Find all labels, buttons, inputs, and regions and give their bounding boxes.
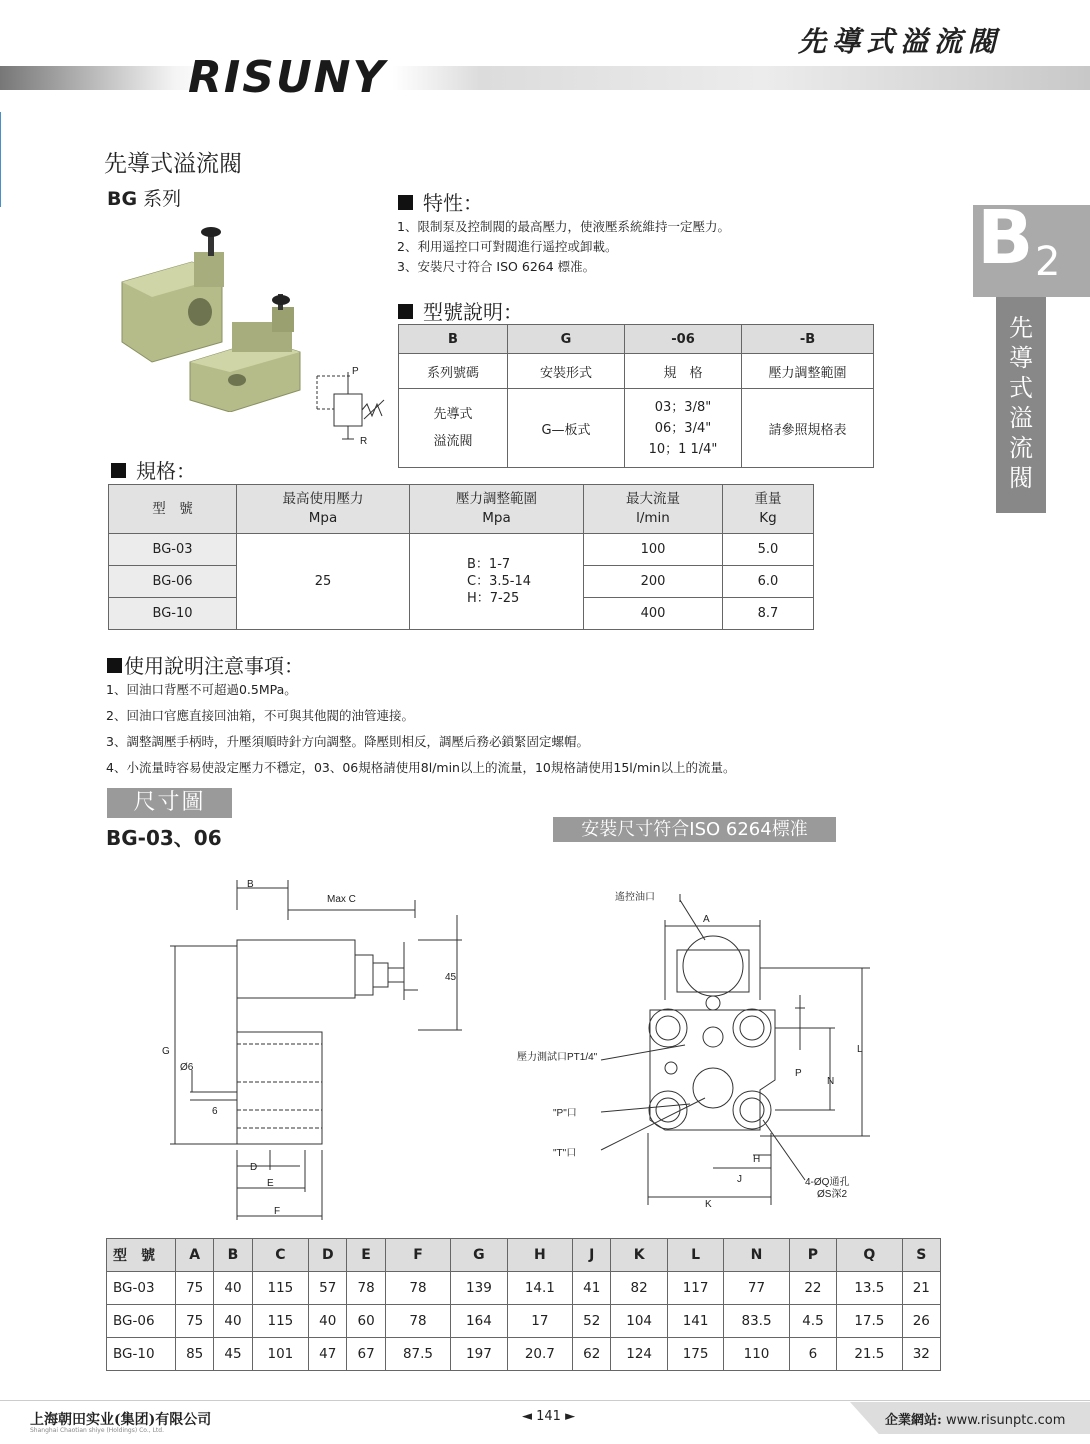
dim-value: 62 [573,1338,611,1371]
code-name: 安裝形式 [508,354,625,389]
dim-label-b: B [247,879,254,890]
dim-value: 21.5 [837,1338,902,1371]
dim-value: 175 [667,1338,723,1371]
code-cell: G [508,325,625,354]
notes-heading [107,650,304,679]
dimension-subtitle: BG-03、06 [106,826,222,850]
dim-value: 117 [667,1272,723,1305]
spec-header: 壓力調整範圍 Mpa [410,485,584,534]
dim-value: 78 [385,1305,450,1338]
spec-table [108,484,814,630]
dim-value: 40 [214,1305,252,1338]
site-label: 企業網站: [885,1413,942,1428]
side-view-drawing [140,870,480,1230]
note-item: 2、回油口官應直接回油箱，不可與其他閥的油管連接。 [106,708,414,723]
dim-col-header: F [385,1239,450,1272]
dim-col-header: Q [837,1239,902,1272]
note-item: 1、回油口背壓不可超過0.5MPa。 [106,682,297,697]
spec-flow: 100 [584,534,723,566]
section-number: 2 [1035,239,1061,285]
brand-logo: RISUNY [188,52,387,103]
dim-label-f: F [274,1206,281,1217]
heading-bullet [398,195,413,210]
code-cell: -B [742,325,874,354]
dim-value: 75 [176,1305,214,1338]
dim-label-maxc: Max C [327,894,356,905]
dim-model: BG-03 [107,1272,176,1305]
dim-value: 87.5 [385,1338,450,1371]
section-letter: B [977,195,1034,281]
site-url[interactable]: www.risunptc.com [945,1413,1066,1428]
dim-value: 14.1 [507,1272,572,1305]
dim-col-header: C [252,1239,308,1272]
features-heading [398,187,483,216]
page-title: 先導式溢流閥 [104,151,242,177]
dimension-table [106,1238,941,1371]
footer-company-en: Shanghai Chaotian shiye (Holdings) Co., Ltd. [30,1427,164,1434]
dim-value: 4.5 [789,1305,836,1338]
footer-rule [0,1400,1090,1401]
dim-value: 41 [573,1272,611,1305]
dim-value: 115 [252,1305,308,1338]
spec-flow: 400 [584,598,723,630]
dim-value: 26 [902,1305,940,1338]
dim-model: BG-06 [107,1305,176,1338]
dim-col-header: L [667,1239,723,1272]
dim-value: 85 [176,1338,214,1371]
iso-note: 安裝尺寸符合ISO 6264標准 [553,817,836,842]
pressure-ref-cell: 請參照規格表 [742,389,874,468]
valve-type-line: 溢流閥 [433,434,473,449]
dimension-tab: 尺寸圖 [107,788,232,818]
dim-label-l: L [857,1044,863,1055]
spec-flow: 200 [584,566,723,598]
spec-header: 最高使用壓力 Mpa [237,485,410,534]
dim-value: 13.5 [837,1272,902,1305]
dim-value: 45 [214,1338,252,1371]
code-name: 壓力調整範圍 [742,354,874,389]
feature-item: 2、利用遥控口可對閥進行遥控或卸載。 [397,239,618,254]
dim-value: 141 [667,1305,723,1338]
dim-value: 164 [451,1305,507,1338]
note-item: 4、小流量時容易使設定壓力不穩定，03、06規格請使用8l/min以上的流量，10規格請使用15l/min以上的流量。 [106,760,736,775]
dim-col-header: 型 號 [107,1239,176,1272]
page-number: ◄ 141 ► [522,1409,576,1424]
dim-value: 17 [507,1305,572,1338]
dim-label-45: 45 [445,972,457,983]
dim-value: 60 [347,1305,385,1338]
dim-label-p: P [795,1068,802,1079]
specs-heading [111,455,196,484]
dim-col-header: D [309,1239,347,1272]
model-heading [398,296,523,325]
features-list [397,217,730,277]
dim-label-g: G [162,1046,170,1057]
dim-col-header: K [611,1239,667,1272]
size-cell [625,389,742,468]
dim-value: 20.7 [507,1338,572,1371]
vertical-char: 流 [1009,434,1033,462]
mounting-view-drawing [505,880,885,1220]
heading-bullet [398,304,413,319]
dim-value: 75 [176,1272,214,1305]
dim-label-d: D [250,1162,258,1173]
spec-weight: 5.0 [723,534,814,566]
size-item: 06；3/4" [654,420,712,436]
section-tab [973,195,1090,297]
spec-model: BG-10 [109,598,237,630]
dim-label-6: 6 [212,1106,218,1117]
vertical-char: 導 [1009,344,1033,372]
series-code: BG [107,188,138,210]
label-gauge-port: 壓力測試口PT1/4" [517,1052,598,1063]
spec-weight: 8.7 [723,598,814,630]
dim-value: 104 [611,1305,667,1338]
dim-col-header: H [507,1239,572,1272]
dim-col-header: E [347,1239,385,1272]
footer-company: 上海朝田实业(集团)有限公司 [30,1412,212,1428]
dim-col-header: P [789,1239,836,1272]
label-t-port: "T"口 [553,1148,577,1159]
dim-label-j: J [737,1174,742,1185]
label-remote-port: 遙控油口 [615,892,655,903]
dim-value: 139 [451,1272,507,1305]
dim-value: 124 [611,1338,667,1371]
dim-row [107,1272,941,1305]
spec-header: 型 號 [109,485,237,534]
valve-type-line: 先導式 [433,407,473,422]
dim-value: 57 [309,1272,347,1305]
dim-value: 52 [573,1305,611,1338]
dim-label-h: H [753,1154,761,1165]
spec-row [109,534,814,566]
spec-weight: 6.0 [723,566,814,598]
mount-cell: G—板式 [508,389,625,468]
dim-value: 32 [902,1338,940,1371]
footer-website[interactable] [885,1409,1065,1428]
dim-label-n: N [827,1076,835,1087]
label-depth: ØS深2 [817,1189,848,1200]
dim-value: 21 [902,1272,940,1305]
model-title: 型號說明： [423,300,523,324]
dim-row [107,1338,941,1371]
symbol-p-label: P [352,366,359,377]
dim-value: 40 [309,1305,347,1338]
model-code-table [398,324,874,468]
code-name: 系列號碼 [399,354,508,389]
header-bar [0,66,1090,90]
product-photo [112,222,312,412]
dim-value: 82 [611,1272,667,1305]
dim-value: 77 [724,1272,789,1305]
dim-value: 83.5 [724,1305,789,1338]
spec-range: B：1-7 C：3.5-14 H：7-25 [410,534,584,630]
heading-bullet [111,463,126,478]
header-title: 先導式溢流閥 [797,25,1002,58]
dim-value: 6 [789,1338,836,1371]
dim-value: 101 [252,1338,308,1371]
dim-value: 47 [309,1338,347,1371]
spec-header: 最大流量 l/min [584,485,723,534]
dim-value: 197 [451,1338,507,1371]
vertical-char: 先 [1009,314,1033,342]
vertical-char: 式 [1009,374,1033,402]
dim-col-header: S [902,1239,940,1272]
hydraulic-symbol [312,364,392,446]
left-edge-line [0,112,1,207]
size-item: 10；1 1/4" [648,441,718,457]
feature-item: 3、安裝尺寸符合 ISO 6264 標准。 [397,259,596,274]
spec-header: 重量 Kg [723,485,814,534]
note-item: 3、調整調壓手柄時，升壓須順時針方向調整。降壓則相反，調壓后務必鎖緊固定螺帽。 [106,734,589,749]
size-item: 03；3/8" [654,399,712,415]
series-label: 系列 [143,188,182,210]
heading-bullet [107,658,122,673]
dim-label-d6: Ø6 [180,1062,194,1073]
dim-value: 78 [347,1272,385,1305]
dim-value: 40 [214,1272,252,1305]
dim-label-k: K [705,1199,712,1210]
notes-title: 使用說明注意事項： [124,654,304,678]
specs-title: 規格： [136,459,196,483]
symbol-r-label: R [360,436,368,446]
vertical-char: 溢 [1009,404,1033,432]
dim-label-a: A [703,914,710,925]
spec-model: BG-06 [109,566,237,598]
dim-col-header: B [214,1239,252,1272]
spec-model: BG-03 [109,534,237,566]
label-p-port: "P"口 [553,1108,577,1119]
dim-label-e: E [267,1178,274,1189]
dim-model: BG-10 [107,1338,176,1371]
valve-type-cell [399,389,508,468]
dim-value: 115 [252,1272,308,1305]
dim-col-header: J [573,1239,611,1272]
label-holes: 4-ØQ通孔 [805,1177,850,1188]
dim-value: 17.5 [837,1305,902,1338]
dim-value: 78 [385,1272,450,1305]
dim-col-header: N [724,1239,789,1272]
notes-list [106,682,736,786]
features-title: 特性： [423,191,483,215]
dim-row [107,1305,941,1338]
dim-value: 67 [347,1338,385,1371]
dim-value: 110 [724,1338,789,1371]
feature-item: 1、限制泵及控制閥的最高壓力，使液壓系統維持一定壓力。 [397,219,730,234]
vertical-char: 閥 [1009,464,1033,492]
spec-max-pressure: 25 [237,534,410,630]
dim-col-header: A [176,1239,214,1272]
code-cell: -06 [625,325,742,354]
dim-col-header: G [451,1239,507,1272]
code-cell: B [399,325,508,354]
code-name: 規 格 [625,354,742,389]
series-title [107,184,181,211]
dim-value: 22 [789,1272,836,1305]
section-vertical-label [996,297,1046,513]
